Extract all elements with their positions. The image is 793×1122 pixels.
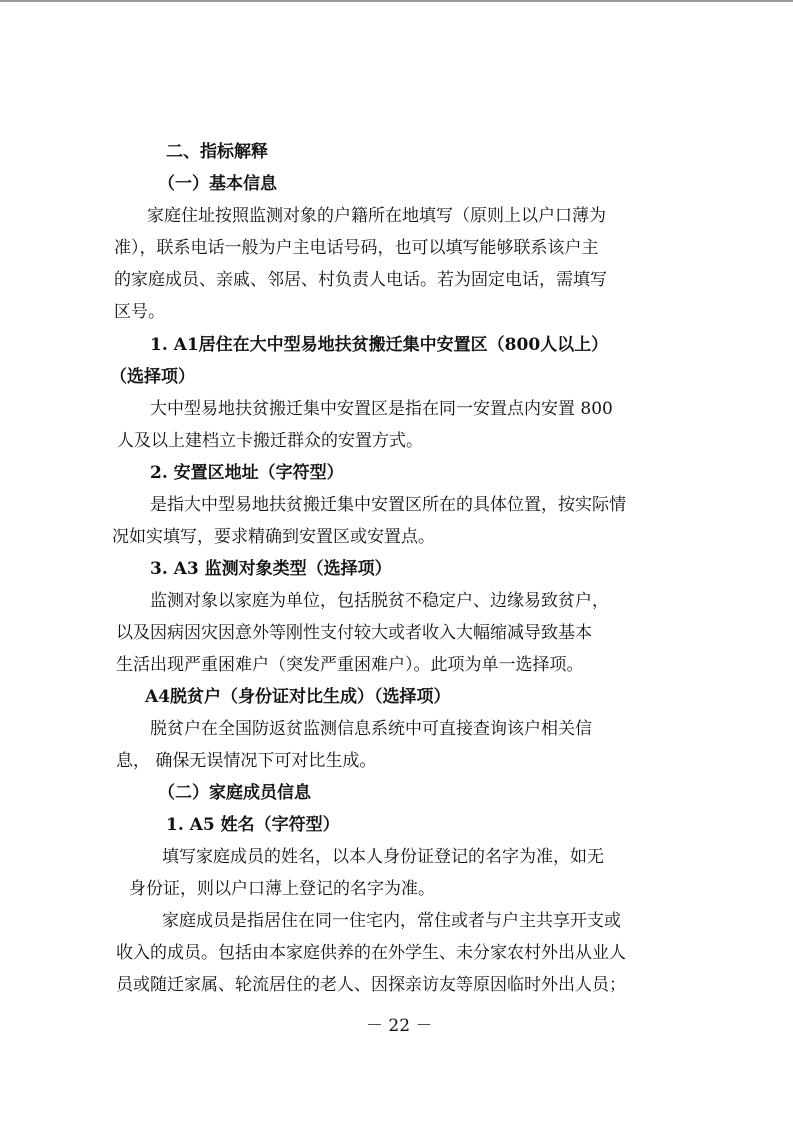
paragraph-line: 的家庭成员、亲戚、邻居、村负责人电话。若为固定电话，需填写: [114, 270, 607, 290]
item-heading: （选择项）: [110, 367, 195, 387]
paragraph-line: 监测对象以家庭为单位，包括脱贫不稳定户、边缘易致贫户，: [150, 591, 609, 611]
page-number: － 22 －: [366, 1016, 433, 1036]
item-heading: 3. A3 监测对象类型（选择项）: [150, 559, 392, 579]
paragraph-line: 况如实填写，要求精确到安置区或安置点。: [112, 527, 435, 547]
subsection-heading: （一）基本信息: [158, 174, 277, 194]
paragraph-line: 收入的成员。包括由本家庭供养的在外学生、未分家农村外出从业人: [116, 943, 626, 963]
section-heading: 二、指标解释: [166, 142, 268, 162]
item-heading: 1. A1居住在大中型易地扶贫搬迁集中安置区（800人以上）: [150, 335, 609, 355]
paragraph-line: 家庭住址按照监测对象的户籍所在地填写（原则上以户口薄为: [147, 206, 606, 226]
paragraph-line: 是指大中型易地扶贫搬迁集中安置区所在的具体位置，按实际情: [150, 495, 626, 515]
paragraph-line: 身份证，则以户口薄上登记的名字为准。: [129, 879, 435, 899]
paragraph-line: 区号。: [114, 302, 165, 322]
paragraph-line: 息， 确保无误情况下可对比生成。: [116, 751, 377, 771]
paragraph-line: 以及因病因灾因意外等刚性支付较大或者收入大幅缩减导致基本: [116, 623, 592, 643]
paragraph-line: 家庭成员是指居住在同一住宅内，常住或者与户主共享开支或: [162, 911, 621, 931]
page-top-border: [0, 0, 793, 2]
subsection-heading: （二）家庭成员信息: [158, 783, 311, 803]
item-heading: A4脱贫户（身份证对比生成）（选择项）: [145, 687, 451, 707]
paragraph-line: 生活出现严重困难户（突发严重困难户）。此项为单一选择项。: [116, 655, 584, 675]
paragraph-line: 准），联系电话一般为户主电话号码，也可以填写能够联系该户主: [114, 238, 599, 258]
paragraph-line: 脱贫户在全国防返贫监测信息系统中可直接查询该户相关信: [150, 719, 592, 739]
paragraph-line: 人及以上建档立卡搬迁群众的安置方式。: [117, 431, 423, 451]
paragraph-line: 大中型易地扶贫搬迁集中安置区是指在同一安置点内安置 800: [150, 399, 613, 419]
paragraph-line: 填写家庭成员的姓名，以本人身份证登记的名字为准，如无: [162, 847, 604, 867]
item-heading: 1. A5 姓名（字符型）: [166, 815, 340, 835]
paragraph-line: 员或随迁家属、轮流居住的老人、因探亲访友等原因临时外出人员；: [116, 975, 626, 995]
item-heading: 2. 安置区地址（字符型）: [150, 463, 344, 483]
